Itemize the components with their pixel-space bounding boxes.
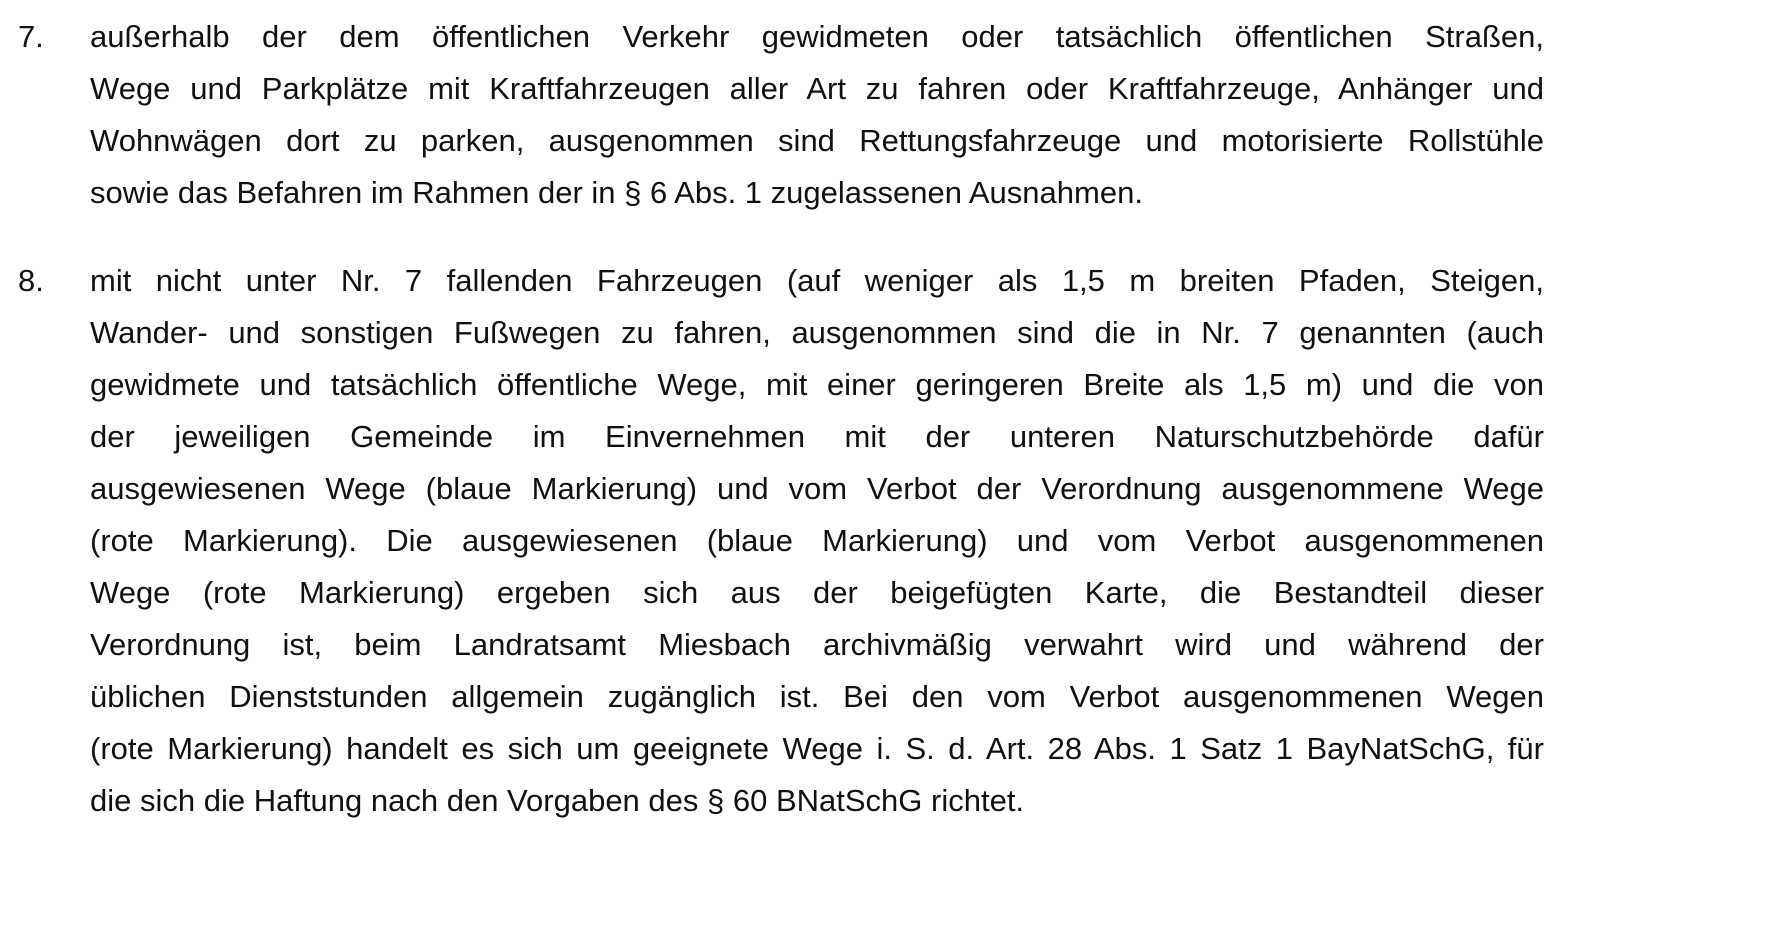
text-line: üblichen Dienststunden allgemein zugänglich ist. Bei den vom Verbot ausgenommenen Wegen bbox=[90, 679, 1544, 714]
text-line: (rote Markierung). Die ausgewiesenen (blaue Markierung) und vom Verbot ausgenommenen bbox=[90, 523, 1544, 558]
item-number: 7. bbox=[18, 19, 44, 54]
text-line: (rote Markierung) handelt es sich um geeignete Wege i. S. d. Art. 28 Abs. 1 Satz 1 BayNatSchG, für bbox=[90, 731, 1544, 766]
text-line: Verordnung ist, beim Landratsamt Miesbach archivmäßig verwahrt wird und während der bbox=[90, 627, 1544, 662]
text-line: sowie das Befahren im Rahmen der in § 6 Abs. 1 zugelassenen Ausnahmen. bbox=[90, 175, 1143, 210]
text-line: mit nicht unter Nr. 7 fallenden Fahrzeugen (auf weniger als 1,5 m breiten Pfaden, Steigen, bbox=[90, 263, 1544, 298]
text-line: außerhalb der dem öffentlichen Verkehr gewidmeten oder tatsächlich öffentlichen Straßen, bbox=[90, 19, 1544, 54]
text-line: die sich die Haftung nach den Vorgaben des § 60 BNatSchG richtet. bbox=[90, 783, 1025, 818]
item-number: 8. bbox=[18, 263, 44, 298]
text-line: ausgewiesenen Wege (blaue Markierung) und vom Verbot der Verordnung ausgenommene Wege bbox=[90, 471, 1544, 506]
text-line: Wander- und sonstigen Fußwegen zu fahren, ausgenommen sind die in Nr. 7 genannten (auch bbox=[90, 315, 1544, 350]
text-line: Wohnwägen dort zu parken, ausgenommen sind Rettungsfahrzeuge und motorisierte Rollstühle bbox=[90, 123, 1544, 158]
item-text bbox=[90, 255, 1544, 827]
text-line: Wege (rote Markierung) ergeben sich aus der beigefügten Karte, die Bestandteil dieser bbox=[90, 575, 1544, 610]
text-line: Wege und Parkplätze mit Kraftfahrzeugen aller Art zu fahren oder Kraftfahrzeuge, Anhänger und bbox=[90, 71, 1544, 106]
text-line: gewidmete und tatsächlich öffentliche Wege, mit einer geringeren Breite als 1,5 m) und die von bbox=[90, 367, 1544, 402]
text-line: der jeweiligen Gemeinde im Einvernehmen mit der unteren Naturschutzbehörde dafür bbox=[90, 419, 1544, 454]
item-text bbox=[90, 11, 1544, 219]
